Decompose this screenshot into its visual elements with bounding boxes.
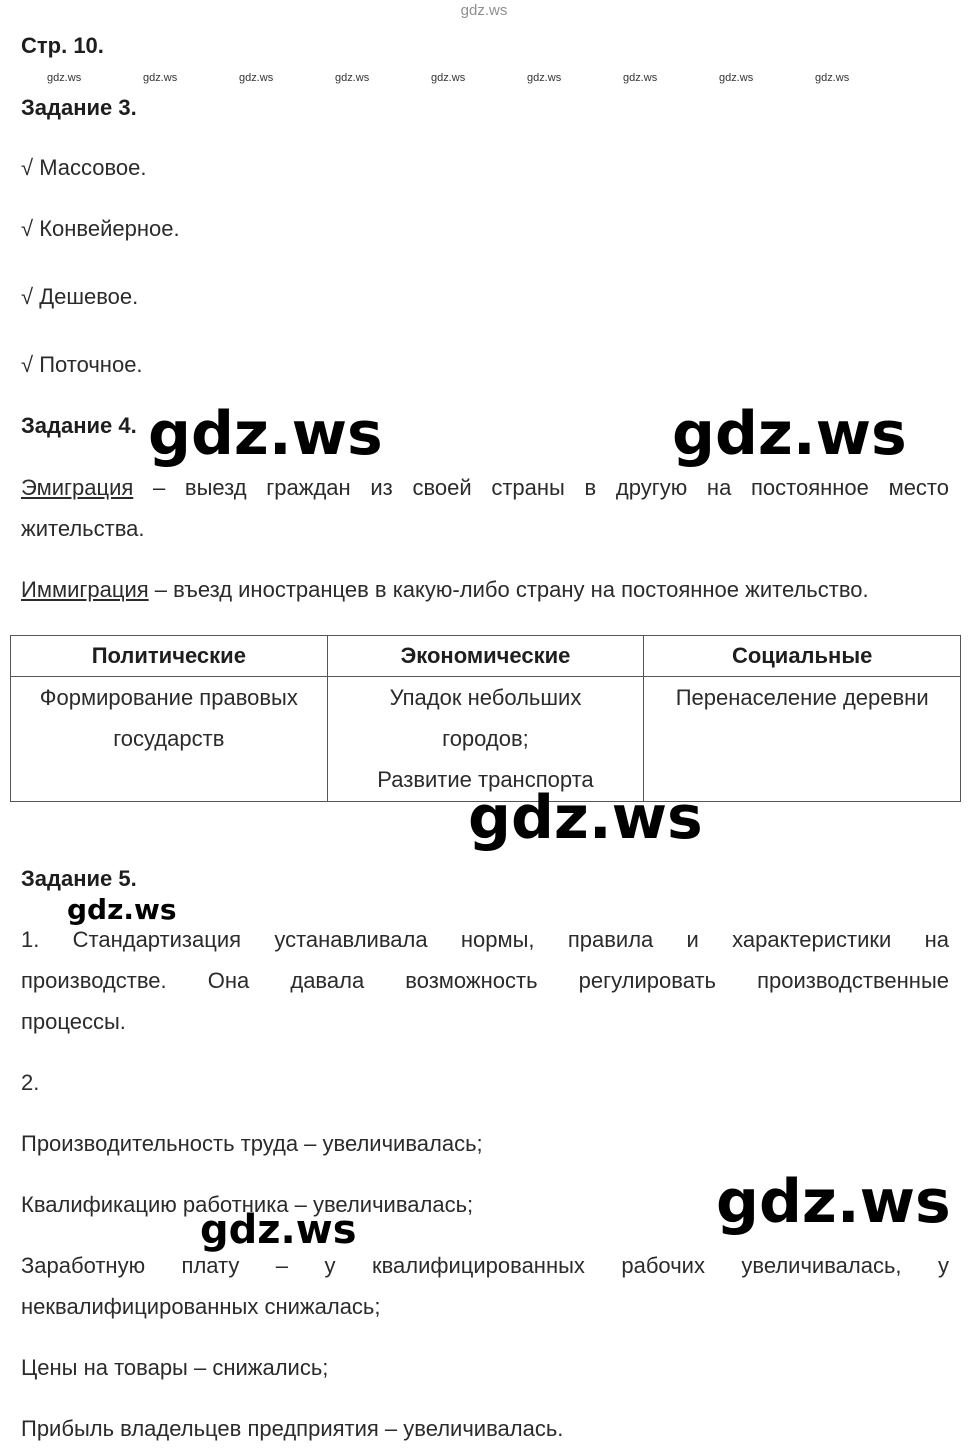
task3-item bbox=[21, 352, 143, 378]
emigration-def-cont: жительства. bbox=[21, 516, 145, 541]
task5-wage-line2: неквалифицированных снижалась; bbox=[21, 1294, 381, 1319]
task5-p1-line2: производстве. Она давала возможность регулировать производственные bbox=[21, 968, 949, 993]
migration-factors-table bbox=[10, 635, 961, 802]
header-political: Политические bbox=[11, 636, 328, 677]
header-social: Социальные bbox=[644, 636, 961, 677]
table-header-row bbox=[11, 636, 961, 677]
big-watermark: gdz.ws bbox=[200, 1207, 357, 1253]
small-watermark: gdz.ws bbox=[527, 72, 562, 84]
task5-profit: Прибыль владельцев предприятия – увеличивалась. bbox=[21, 1416, 564, 1441]
header-economic: Экономические bbox=[327, 636, 644, 677]
task5-prices: Цены на товары – снижались; bbox=[21, 1355, 329, 1380]
task3-item-text: Массовое. bbox=[39, 155, 147, 180]
check-mark-icon: √ bbox=[21, 284, 34, 309]
cell-line: Перенаселение деревни bbox=[675, 685, 929, 710]
small-watermark: gdz.ws bbox=[47, 72, 82, 84]
emigration-term: Эмиграция bbox=[21, 475, 134, 500]
task5-wage-line1: Заработную плату – у квалифицированных рабочих увеличивалась, у bbox=[21, 1253, 949, 1278]
big-watermark: gdz.ws bbox=[67, 893, 177, 926]
task3-item-text: Конвейерное. bbox=[39, 216, 180, 241]
task3-item-text: Поточное. bbox=[39, 352, 143, 377]
cell-line: Развитие транспорта bbox=[377, 767, 594, 792]
task3-item bbox=[21, 284, 138, 310]
big-watermark: gdz.ws bbox=[716, 1167, 951, 1237]
task3-item bbox=[21, 216, 180, 242]
emigration-definition bbox=[21, 475, 949, 501]
cell-line: городов; bbox=[442, 726, 529, 751]
small-watermark: gdz.ws bbox=[815, 72, 850, 84]
task5-p2-number: 2. bbox=[21, 1070, 40, 1095]
cell-line: Формирование правовых bbox=[39, 685, 298, 710]
cell-line: Упадок небольших bbox=[389, 685, 582, 710]
small-watermark: gdz.ws bbox=[335, 72, 370, 84]
page-ref: Стр. 10. bbox=[21, 33, 104, 58]
check-mark-icon: √ bbox=[21, 352, 34, 377]
task5-qualification: Квалификацию работника – увеличивалась; bbox=[21, 1192, 474, 1217]
big-watermark: gdz.ws bbox=[672, 399, 907, 469]
check-mark-icon: √ bbox=[21, 155, 34, 180]
task3-item bbox=[21, 155, 147, 181]
small-watermark: gdz.ws bbox=[239, 72, 274, 84]
task5-p1-line1: 1. Стандартизация устанавливала нормы, правила и характеристики на bbox=[21, 927, 949, 952]
immigration-term: Иммиграция bbox=[21, 577, 149, 602]
task3-item-text: Дешевое. bbox=[39, 284, 139, 309]
cell-political bbox=[11, 677, 328, 802]
big-watermark: gdz.ws bbox=[148, 399, 383, 469]
task4-title: Задание 4. bbox=[21, 413, 137, 438]
immigration-definition bbox=[21, 577, 869, 603]
top-watermark: gdz.ws bbox=[460, 2, 508, 19]
small-watermark: gdz.ws bbox=[143, 72, 178, 84]
task5-productivity: Производительность труда – увеличивалась; bbox=[21, 1131, 483, 1156]
check-mark-icon: √ bbox=[21, 216, 34, 241]
cell-line: государств bbox=[113, 726, 225, 751]
small-watermark: gdz.ws bbox=[719, 72, 754, 84]
task5-title: Задание 5. bbox=[21, 866, 137, 891]
emigration-def: – выезд граждан из своей страны в другую на постоянное место bbox=[152, 475, 949, 500]
small-watermark: gdz.ws bbox=[623, 72, 658, 84]
small-watermark: gdz.ws bbox=[431, 72, 466, 84]
immigration-def: – въезд иностранцев в какую-либо страну на постоянное жительство. bbox=[154, 577, 869, 602]
task5-p1-line3: процессы. bbox=[21, 1009, 126, 1034]
big-watermark: gdz.ws bbox=[468, 783, 703, 853]
task3-title: Задание 3. bbox=[21, 95, 137, 120]
